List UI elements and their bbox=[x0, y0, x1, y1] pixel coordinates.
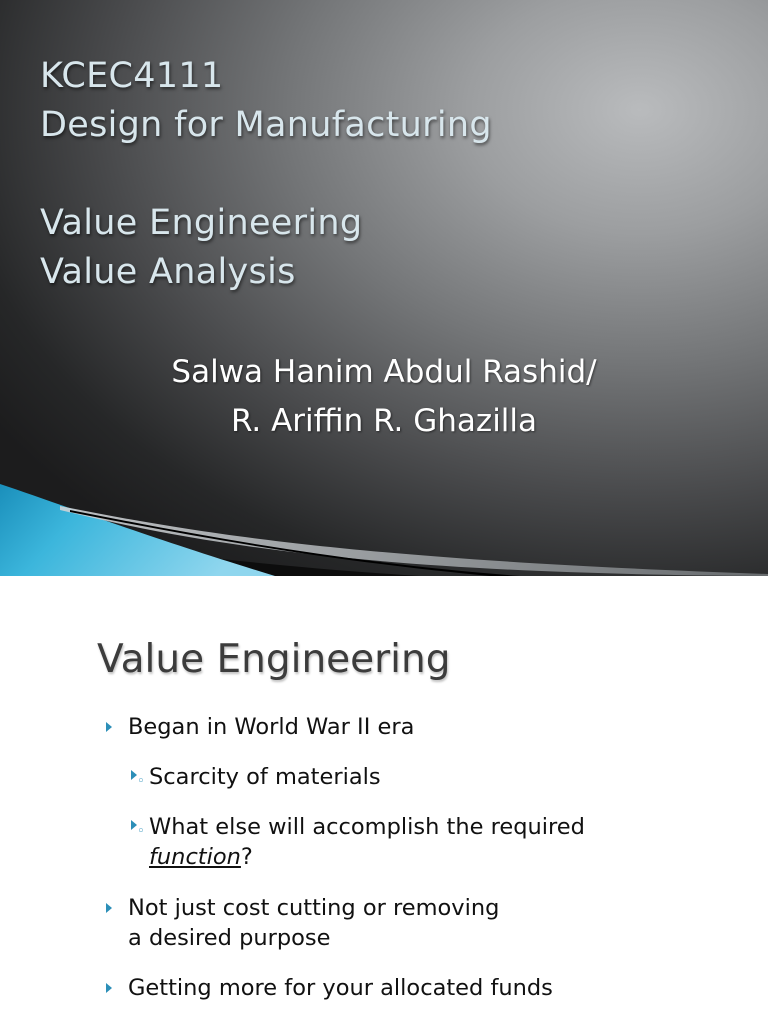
bullet-text: Began in World War II era bbox=[128, 714, 415, 740]
triangle-right-icon bbox=[106, 903, 112, 913]
course-name: Design for Manufacturing bbox=[40, 105, 492, 145]
bullet-text-line-1: Not just cost cutting or removing bbox=[128, 895, 500, 921]
slide-heading: Value Engineering bbox=[97, 637, 451, 682]
decorative-swoosh bbox=[0, 470, 768, 576]
bullet-item bbox=[128, 973, 553, 1003]
slide-title bbox=[40, 52, 492, 297]
topic-line-2: Value Analysis bbox=[40, 252, 296, 292]
sub-bullet-text: What else will accomplish the required bbox=[149, 814, 585, 840]
content-slide bbox=[0, 576, 768, 1024]
bullet-text-line-2: a desired purpose bbox=[128, 925, 331, 951]
emphasis-word: function bbox=[149, 844, 241, 870]
author-line-2: R. Ariffin R. Ghazilla bbox=[230, 403, 538, 439]
author-block bbox=[0, 348, 768, 446]
sub-bullet-text: Scarcity of materials bbox=[149, 764, 381, 790]
triangle-right-icon bbox=[106, 983, 112, 993]
ring-icon: ◦ bbox=[131, 770, 137, 780]
author-line-1: Salwa Hanim Abdul Rashid/ bbox=[171, 354, 597, 390]
bullet-item bbox=[128, 893, 499, 953]
triangle-right-icon bbox=[106, 722, 112, 732]
sub-bullet-item bbox=[137, 762, 381, 792]
ring-icon: ◦ bbox=[131, 820, 137, 830]
topic-line-1: Value Engineering bbox=[40, 203, 363, 243]
bullet-item bbox=[128, 712, 414, 742]
course-code: KCEC4111 bbox=[40, 56, 224, 96]
bullet-text: Getting more for your allocated funds bbox=[128, 975, 553, 1001]
question-mark: ? bbox=[240, 844, 253, 870]
title-spacer bbox=[40, 150, 492, 199]
sub-bullet-item bbox=[137, 812, 585, 872]
